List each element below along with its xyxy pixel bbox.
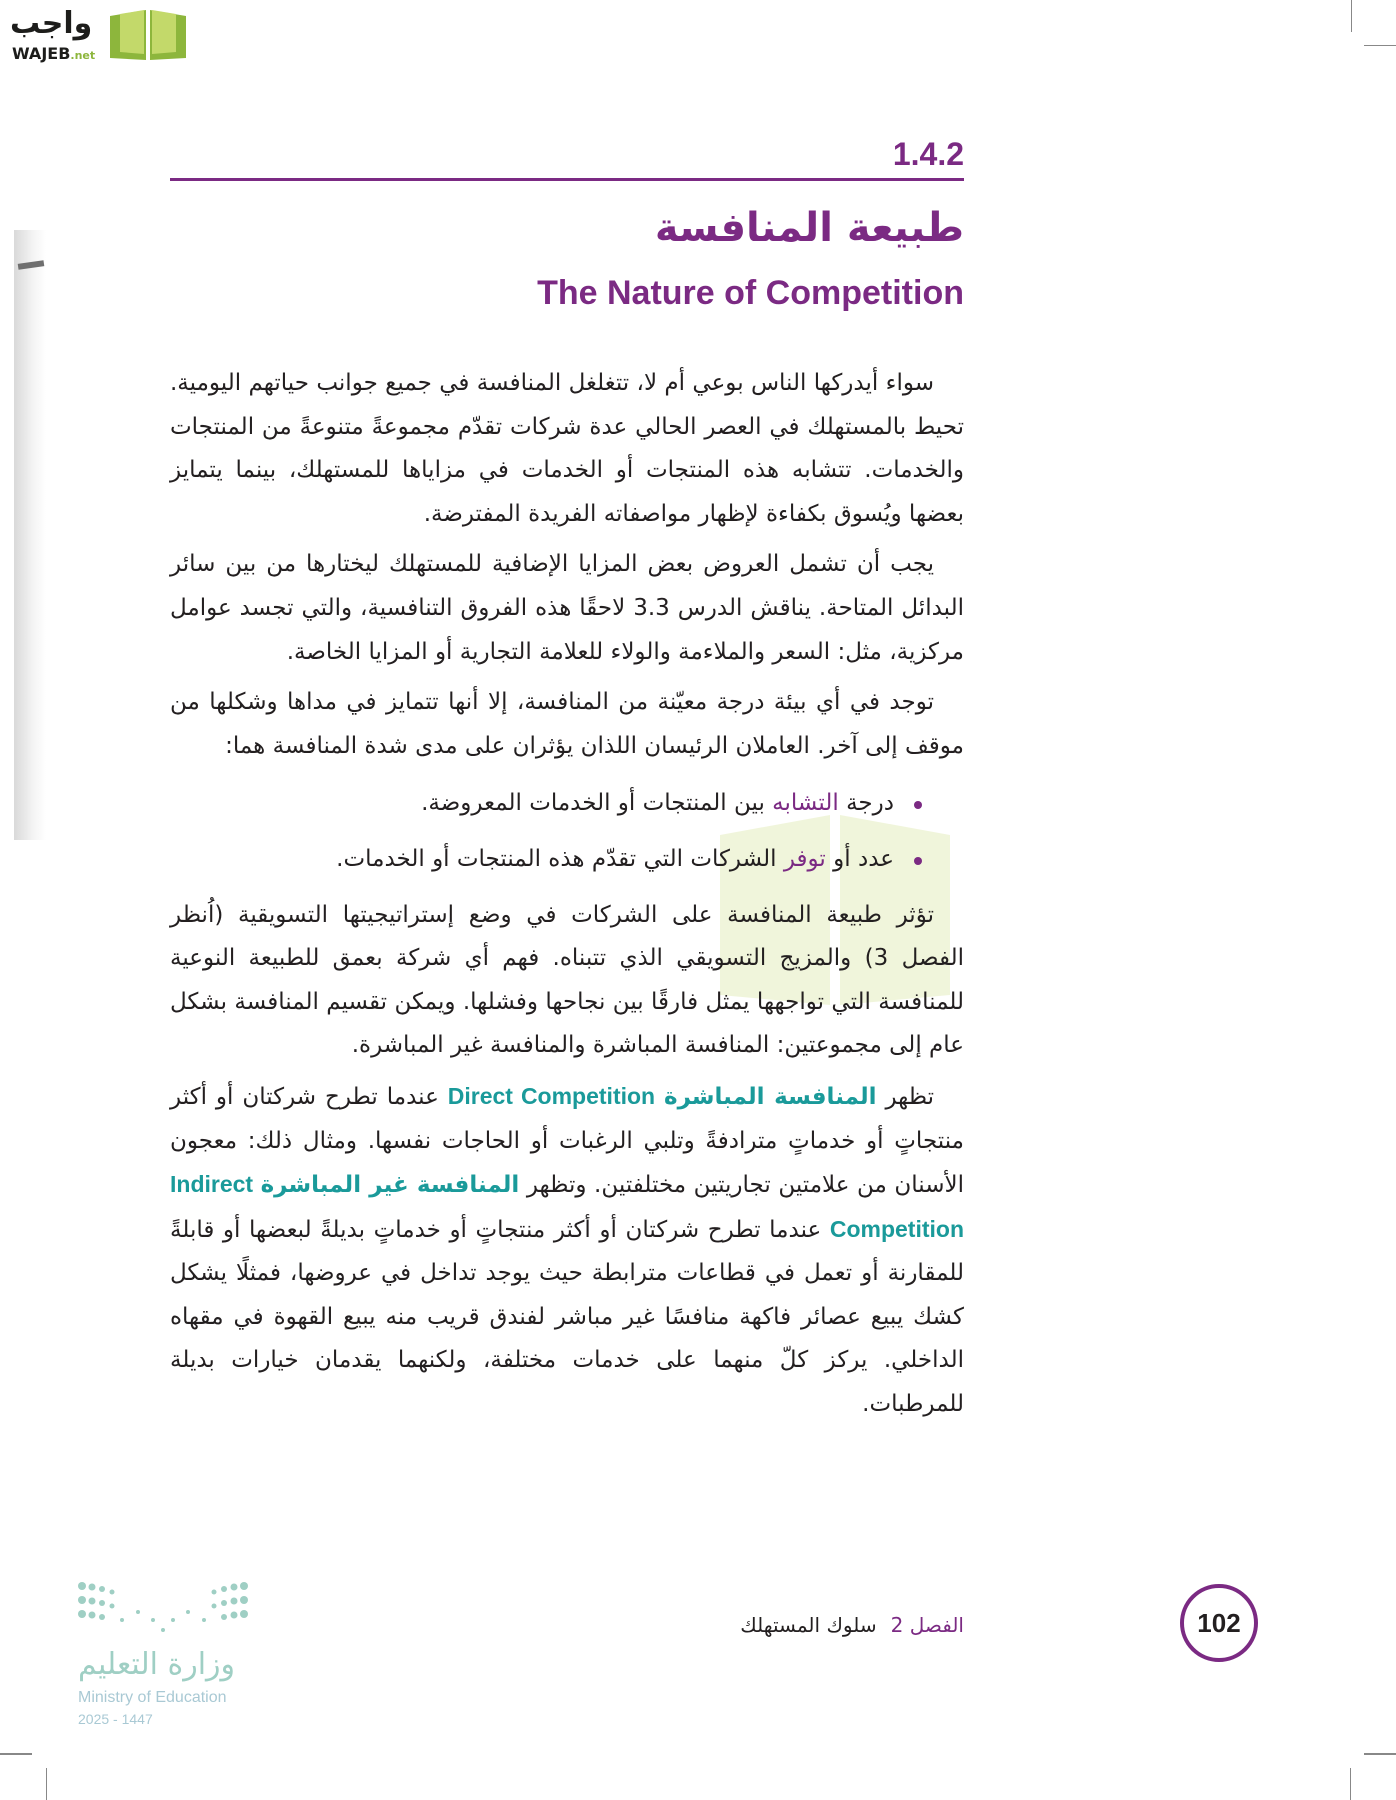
section-number: 1.4.2	[892, 136, 964, 172]
section-title-arabic: طبيعة المنافسة	[654, 205, 964, 251]
ministry-name-english: Ministry of Education	[78, 1689, 227, 1706]
keyword: توفر	[783, 845, 826, 872]
ministry-name-arabic: وزارة التعليم	[78, 1647, 236, 1682]
wajeb-logo-english: WAJEB.net	[12, 44, 96, 63]
section-rule	[170, 178, 964, 181]
page-number: 102	[1180, 1584, 1258, 1662]
keyword: التشابه	[772, 790, 839, 817]
crop-mark	[1350, 1768, 1351, 1800]
list-item: درجة التشابه بين المنتجات أو الخدمات المعروضة.	[170, 782, 894, 826]
paragraph: توجد في أي بيئة درجة معيّنة من المنافسة، إلا أنها تتمايز في مداها وشكلها من موقف إلى آخر. العاملان الرئيسان اللذان يؤثران على مدى شدة المنافسة هما:	[170, 689, 964, 759]
term-indirect-ar: المنافسة غير المباشرة	[260, 1172, 520, 1199]
body-text	[170, 362, 964, 1434]
crop-mark	[0, 1753, 32, 1755]
paragraph: سواء أيدركها الناس بوعي أم لا، تتغلغل المنافسة في جميع جوانب حياتهم اليومية. تحيط بالمستهلك في العصر الحالي عدة شركات تقدّم مجموعةً متنوعةً من المنتجات والخدمات. تتشابه هذه المنتجات أو الخدمات في مزاياها للمستهلك، بينما يتمايز بعضها ويُسوق بكفاءة لإظهار مواصفاته الفريدة المفترضة.	[170, 370, 964, 527]
chapter-label: الفصل 2سلوك المستهلك	[740, 1613, 964, 1637]
term-direct-en: Direct Competition	[447, 1082, 656, 1109]
crop-mark	[1364, 1753, 1396, 1755]
list-item: عدد أو توفر الشركات التي تقدّم هذه المنتجات أو الخدمات.	[170, 838, 894, 882]
book-logo-icon	[108, 6, 188, 62]
paragraph: يجب أن تشمل العروض بعض المزايا الإضافية للمستهلك ليختارها من بين سائر البدائل المتاحة. يناقش الدرس 3.3 لاحقًا هذه الفروق التنافسية، والتي تجسد عوامل مركزية، مثل: السعر والملاءمة والولاء للعلامة التجارية أو المزايا الخاصة.	[170, 551, 964, 665]
factor-list	[170, 782, 964, 881]
term-indirect-en: Indirect Competition	[170, 1171, 964, 1242]
paragraph: تظهر المنافسة المباشرة Direct Competition عندما تطرح شركتان أو أكثر منتجاتٍ أو خدماتٍ مترادفةً وتلبي الرغبات أو الحاجات نفسها. ومثال ذلك: معجون الأسنان من علامتين تجاريتين مختلفتين. وتظهر المنافسة غير المباشرة Indirect Competition عندما تطرح شركتان أو أكثر منتجاتٍ أو خدماتٍ بديلةً لبعضها أو قابلةً للمقارنة أو تعمل في قطاعات مترابطة حيث يوجد تداخل في عروضها، فمثلًا يشكل كشك يبيع عصائر فاكهة منافسًا غير مباشر لفندق قريب منه يبيع القهوة في مقهاه الداخلي. يركز كلّ منهما على خدمات مختلفة، ولكنهما يقدمان خيارات بديلة للمرطبات.	[170, 1082, 964, 1418]
wajeb-logo-arabic: واجب	[10, 6, 93, 41]
crop-mark	[1364, 45, 1396, 46]
ministry-logo-icon	[78, 1582, 248, 1642]
paragraph: تؤثر طبيعة المنافسة على الشركات في وضع إستراتيجيتها التسويقية (اُنظر الفصل 3) والمزيج التسويقي الذي تتبناه. فهم أي شركة بعمق للطبيعة النوعية للمنافسة التي تواجهها يمثل فارقًا بين نجاحها وفشلها. ويمكن تقسيم المنافسة بشكل عام إلى مجموعتين: المنافسة المباشرة والمنافسة غير المباشرة.	[170, 901, 964, 1059]
ministry-year: 2025 - 1447	[78, 1711, 153, 1727]
page-binding-shadow	[14, 230, 46, 840]
section-title-english: The Nature of Competition	[537, 274, 964, 312]
crop-mark	[1351, 0, 1352, 32]
crop-mark	[46, 1768, 47, 1800]
term-direct-ar: المنافسة المباشرة	[664, 1083, 877, 1110]
